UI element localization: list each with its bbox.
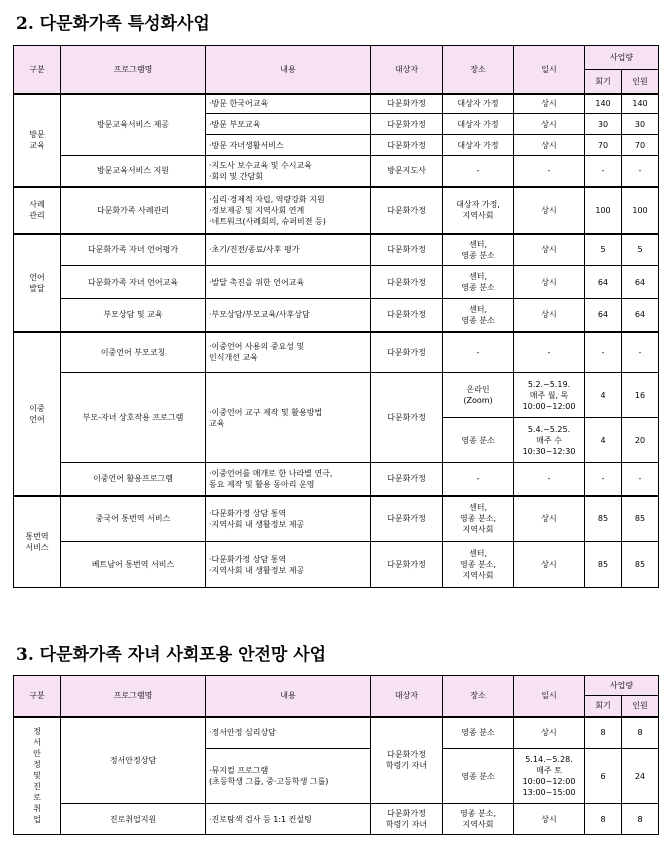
target-cell: 다문화가정 xyxy=(371,266,443,299)
sessions-cell: 5 xyxy=(585,234,622,266)
people-cell: 5 xyxy=(622,234,659,266)
people-cell: - xyxy=(622,156,659,187)
content-cell: ·정서안정 심리상담 xyxy=(206,717,371,749)
header-target: 대상자 xyxy=(371,676,443,717)
header-date: 일시 xyxy=(514,676,585,717)
target-cell: 다문화가정 xyxy=(371,373,443,463)
group-label: 방문 교육 xyxy=(14,94,61,187)
program-name: 부모상담 및 교육 xyxy=(61,299,206,332)
section1-title: 2. 다문화가족 특성화사업 xyxy=(16,14,210,34)
sessions-cell: - xyxy=(585,156,622,187)
target-cell: 다문화가정 xyxy=(371,114,443,135)
date-cell: 상시 xyxy=(514,234,585,266)
sessions-cell: 70 xyxy=(585,135,622,156)
place-cell: 대상자 가정 xyxy=(443,94,514,114)
program-name: 베트남어 통번역 서비스 xyxy=(61,542,206,588)
header-sessions: 회기 xyxy=(585,70,622,94)
place-cell: 대상자 가정 xyxy=(443,135,514,156)
target-cell: 다문화가정 xyxy=(371,135,443,156)
place-cell: - xyxy=(443,463,514,496)
target-cell: 다문화가정 학령기 자녀 xyxy=(371,804,443,835)
content-cell: ·방문 한국어교육 xyxy=(206,94,371,114)
header-category: 구분 xyxy=(14,676,61,717)
content-cell: ·다문화가정 상담 통역 ·지역사회 내 생활정보 제공 xyxy=(206,542,371,588)
sessions-cell: 100 xyxy=(585,187,622,234)
place-cell: 센터, 영종 분소 xyxy=(443,299,514,332)
header-target: 대상자 xyxy=(371,46,443,94)
group-label: 이중 언어 xyxy=(14,332,61,496)
place-cell: 영종 분소 xyxy=(443,418,514,463)
content-cell: ·심리·경제적 자립, 역량강화 지원 ·정보제공 및 지역사회 연계 ·네트워크(사례회의, 슈퍼비젼 등) xyxy=(206,187,371,234)
place-cell: 영종 분소 xyxy=(443,717,514,749)
target-cell: 다문화가정 xyxy=(371,94,443,114)
header-place: 장소 xyxy=(443,676,514,717)
content-cell: ·뮤지컬 프로그램 (초등학생 그룹, 중·고등학생 그룹) xyxy=(206,749,371,804)
date-cell: 상시 xyxy=(514,804,585,835)
sessions-cell: 30 xyxy=(585,114,622,135)
program-name: 다문화가족 사례관리 xyxy=(61,187,206,234)
date-cell: 상시 xyxy=(514,187,585,234)
group-label: 정 서 안 정 및 진 로 취 업 xyxy=(14,717,61,835)
content-cell: ·방문 부모교육 xyxy=(206,114,371,135)
content-cell: ·진로탐색 검사 등 1:1 컨설팅 xyxy=(206,804,371,835)
header-people: 인원 xyxy=(622,70,659,94)
place-cell: 센터, 영종 분소 xyxy=(443,234,514,266)
place-cell: 영종 분소 xyxy=(443,749,514,804)
place-cell: 센터, 영종 분소 xyxy=(443,266,514,299)
header-category: 구분 xyxy=(14,46,61,94)
target-cell: 다문화가정 xyxy=(371,496,443,542)
special-program-table xyxy=(13,45,659,588)
date-cell: 5.14.~5.28. 매주 토 10:00~12:00 13:00~15:00 xyxy=(514,749,585,804)
sessions-cell: 85 xyxy=(585,496,622,542)
people-cell: - xyxy=(622,332,659,373)
date-cell: 상시 xyxy=(514,266,585,299)
people-cell: 70 xyxy=(622,135,659,156)
program-name: 정서안정상담 xyxy=(61,717,206,804)
people-cell: - xyxy=(622,463,659,496)
people-cell: 24 xyxy=(622,749,659,804)
date-cell: 상시 xyxy=(514,114,585,135)
program-name: 방문교육서비스 지원 xyxy=(61,156,206,187)
people-cell: 20 xyxy=(622,418,659,463)
place-cell: 온라인 (Zoom) xyxy=(443,373,514,418)
date-cell: 상시 xyxy=(514,542,585,588)
content-cell: ·이중언어를 매개로 한 나라별 연극, 동요 제작 및 활용 동아리 운영 xyxy=(206,463,371,496)
program-name: 방문교육서비스 제공 xyxy=(61,94,206,156)
sessions-cell: 4 xyxy=(585,418,622,463)
people-cell: 85 xyxy=(622,496,659,542)
place-cell: 센터, 영종 분소, 지역사회 xyxy=(443,496,514,542)
program-name: 이중언어 활용프로그램 xyxy=(61,463,206,496)
sessions-cell: 8 xyxy=(585,717,622,749)
content-cell: ·이중언어 사용의 중요성 및 인식개선 교육 xyxy=(206,332,371,373)
sessions-cell: 6 xyxy=(585,749,622,804)
header-content: 내용 xyxy=(206,676,371,717)
place-cell: - xyxy=(443,156,514,187)
header-date: 일시 xyxy=(514,46,585,94)
group-label: 언어 발달 xyxy=(14,234,61,332)
sessions-cell: - xyxy=(585,463,622,496)
group-label: 사례 관리 xyxy=(14,187,61,234)
people-cell: 16 xyxy=(622,373,659,418)
place-cell: 영종 분소, 지역사회 xyxy=(443,804,514,835)
content-cell: ·다문화가정 상담 통역 ·지역사회 내 생활정보 제공 xyxy=(206,496,371,542)
date-cell: 상시 xyxy=(514,299,585,332)
sessions-cell: - xyxy=(585,332,622,373)
place-cell: 센터, 영종 분소, 지역사회 xyxy=(443,542,514,588)
date-cell: 5.4.~5.25. 매주 수 10:30~12:30 xyxy=(514,418,585,463)
content-cell: ·초기/진전/종료/사후 평가 xyxy=(206,234,371,266)
target-cell: 다문화가정 xyxy=(371,299,443,332)
target-cell: 다문화가정 xyxy=(371,332,443,373)
date-cell: 5.2.~5.19. 매주 월, 목 10:00~12:00 xyxy=(514,373,585,418)
program-name: 부모-자녀 상호작용 프로그램 xyxy=(61,373,206,463)
place-cell: 대상자 가정 xyxy=(443,114,514,135)
header-program: 프로그램명 xyxy=(61,46,206,94)
sessions-cell: 140 xyxy=(585,94,622,114)
target-cell: 다문화가정 xyxy=(371,463,443,496)
target-cell: 다문화가정 xyxy=(371,187,443,234)
program-name: 중국어 통번역 서비스 xyxy=(61,496,206,542)
sessions-cell: 64 xyxy=(585,299,622,332)
date-cell: 상시 xyxy=(514,135,585,156)
section2-title: 3. 다문화가족 자녀 사회포용 안전망 사업 xyxy=(16,645,327,665)
people-cell: 8 xyxy=(622,717,659,749)
program-name: 다문화가족 자녀 언어교육 xyxy=(61,266,206,299)
people-cell: 8 xyxy=(622,804,659,835)
date-cell: 상시 xyxy=(514,717,585,749)
header-program: 프로그램명 xyxy=(61,676,206,717)
content-cell: ·부모상담/부모교육/사후상담 xyxy=(206,299,371,332)
people-cell: 100 xyxy=(622,187,659,234)
sessions-cell: 8 xyxy=(585,804,622,835)
program-name: 다문화가족 자녀 언어평가 xyxy=(61,234,206,266)
people-cell: 64 xyxy=(622,299,659,332)
safety-net-table xyxy=(13,675,659,835)
content-cell: ·방문 자녀생활서비스 xyxy=(206,135,371,156)
program-name: 진로취업지원 xyxy=(61,804,206,835)
content-cell: ·지도사 보수교육 및 수시교육 ·회의 및 간담회 xyxy=(206,156,371,187)
group-label: 통번역 서비스 xyxy=(14,496,61,588)
place-cell: 대상자 가정, 지역사회 xyxy=(443,187,514,234)
date-cell: 상시 xyxy=(514,496,585,542)
content-cell: ·발달 촉진을 위한 언어교육 xyxy=(206,266,371,299)
date-cell: - xyxy=(514,332,585,373)
date-cell: - xyxy=(514,156,585,187)
people-cell: 85 xyxy=(622,542,659,588)
header-place: 장소 xyxy=(443,46,514,94)
date-cell: - xyxy=(514,463,585,496)
people-cell: 64 xyxy=(622,266,659,299)
content-cell: ·이중언어 교구 제작 및 활용방법 교육 xyxy=(206,373,371,463)
sessions-cell: 85 xyxy=(585,542,622,588)
header-quantity: 사업량 xyxy=(585,46,659,70)
target-cell: 다문화가정 학령기 자녀 xyxy=(371,717,443,804)
header-content: 내용 xyxy=(206,46,371,94)
date-cell: 상시 xyxy=(514,94,585,114)
sessions-cell: 4 xyxy=(585,373,622,418)
sessions-cell: 64 xyxy=(585,266,622,299)
header-quantity: 사업량 xyxy=(585,676,659,696)
target-cell: 방문지도사 xyxy=(371,156,443,187)
header-sessions: 회기 xyxy=(585,696,622,717)
program-name: 이중언어 부모코칭 xyxy=(61,332,206,373)
target-cell: 다문화가정 xyxy=(371,542,443,588)
people-cell: 30 xyxy=(622,114,659,135)
place-cell: - xyxy=(443,332,514,373)
header-people: 인원 xyxy=(622,696,659,717)
people-cell: 140 xyxy=(622,94,659,114)
target-cell: 다문화가정 xyxy=(371,234,443,266)
